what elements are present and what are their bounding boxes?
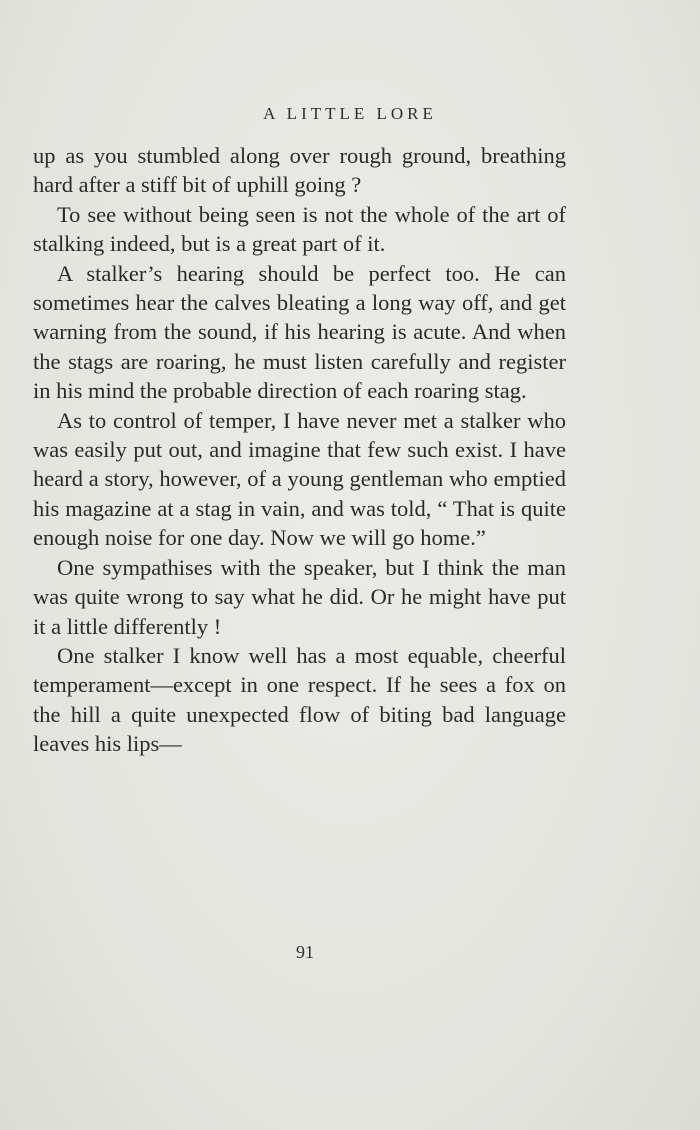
- paragraph-sympathy: One sympathises with the speaker, but I think the man was quite wrong to say what he did. Or he might have put it a little differently !: [33, 554, 566, 639]
- running-head: A LITTLE LORE: [263, 104, 437, 123]
- paragraph-fox: One stalker I know well has a most equable, cheerful temperament—except in one respect. If he sees a fox on the hill a quite unexpected flow of biting bad language leaves his lips—: [33, 642, 566, 757]
- paragraph-seeing: To see without being seen is not the whole of the art of stalking indeed, but is a great part of it.: [33, 201, 566, 257]
- paragraph-hearing: A stalker’s hearing should be perfect too. He can sometimes hear the calves bleating a long way off, and get warning from the sound, if his hearing is acute. And when the stags are roaring, he must listen carefully and register in his mind the probable direction of each roaring stag.: [33, 260, 566, 404]
- body-text: [33, 141, 566, 759]
- page-number: 91: [296, 942, 314, 962]
- paragraph-temper: As to control of temper, I have never met a stalker who was easily put out, and imagine that few such exist. I have heard a story, however, of a young gentleman who emptied his magazine at a stag in vain, and was told, “ That is quite enough noise for one day. Now we will go home.”: [33, 407, 566, 551]
- paragraph-continued: up as you stumbled along over rough ground, breathing hard after a stiff bit of uphill going ?: [33, 143, 566, 198]
